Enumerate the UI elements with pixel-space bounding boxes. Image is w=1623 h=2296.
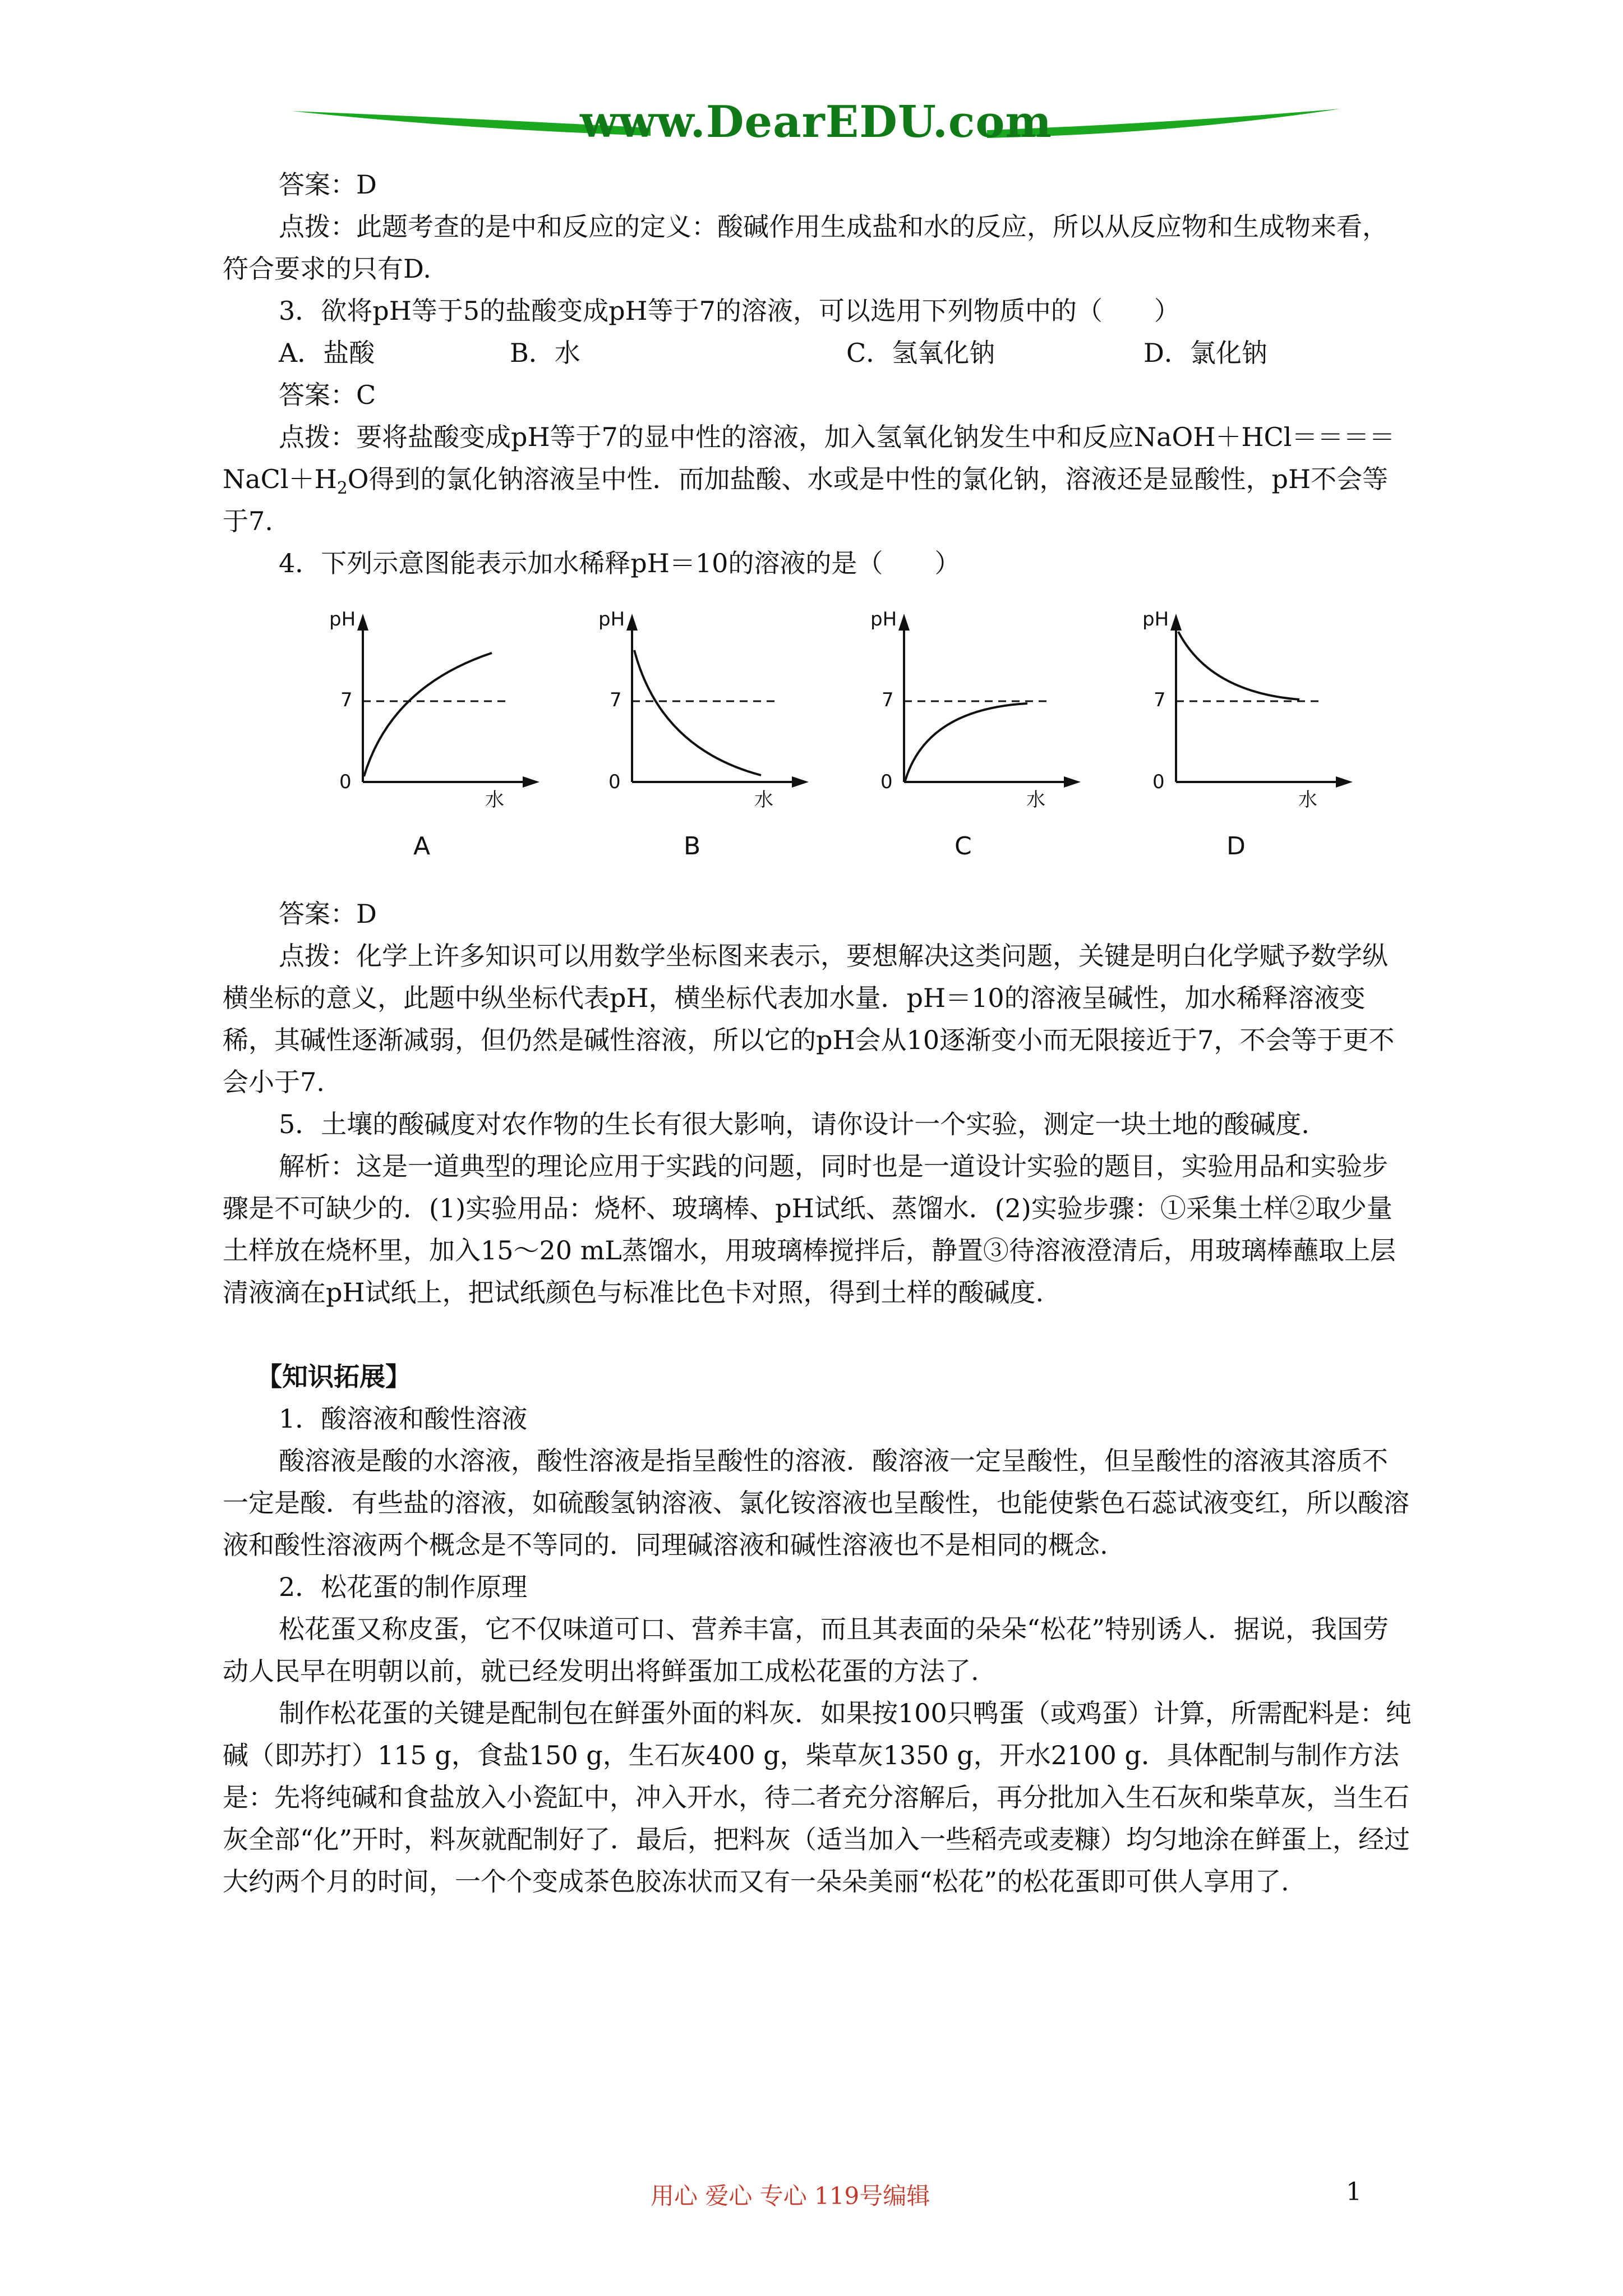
diagram-a-origin: 0 <box>339 771 352 793</box>
ph-diagrams <box>223 597 1412 889</box>
answer-2: 答案：D <box>279 169 377 200</box>
diagram-d-plot <box>1120 597 1355 832</box>
diagram-b-origin: 0 <box>608 771 621 793</box>
diagram-d <box>1120 597 1355 889</box>
diagram-b-label: B <box>684 832 701 861</box>
option-a: A．盐酸 <box>279 338 375 368</box>
diagram-b-y-label: pH <box>598 608 625 631</box>
question-3: 3．欲将pH等于5的盐酸变成pH等于7的溶液，可以选用下列物质中的（ ） <box>279 296 1180 326</box>
diagram-b-x-label: 水 <box>754 789 773 811</box>
footer-text: 用心 爱心 专心 119号编辑 <box>651 2182 930 2210</box>
diagram-c-origin: 0 <box>880 771 893 793</box>
diagram-a-label: A <box>413 832 431 861</box>
answer-4: 答案：D <box>279 899 377 929</box>
topic-2-heading: 2．松花蛋的制作原理 <box>279 1572 528 1602</box>
answer-3: 答案：C <box>279 380 376 410</box>
diagram-c <box>848 597 1083 889</box>
diagram-d-x-label: 水 <box>1298 789 1317 811</box>
document-body <box>223 164 1412 1903</box>
question-5: 5．土壤的酸碱度对农作物的生长有很大影响，请你设计一个实验，测定一块土地的酸碱度. <box>279 1109 1310 1139</box>
diagram-a-y-label: pH <box>329 608 356 631</box>
explanation-3 <box>223 416 1412 542</box>
page-footer <box>0 2178 1623 2211</box>
subscript-2: 2 <box>336 478 348 499</box>
question-4: 4．下列示意图能表示加水稀释pH＝10的溶液的是（ ） <box>279 548 961 578</box>
diagram-c-plot <box>848 597 1083 832</box>
diagram-a-ref: 7 <box>340 689 353 711</box>
diagram-a-x-label: 水 <box>485 789 504 811</box>
diagram-c-label: C <box>955 832 972 861</box>
diagram-b <box>576 597 811 889</box>
diagram-d-ref: 7 <box>1154 689 1166 711</box>
page-number: 1 <box>1346 2178 1362 2206</box>
topic-2-paragraph-2: 制作松花蛋的关键是配制包在鲜蛋外面的料灰．如果按100只鸭蛋（或鸡蛋）计算，所需配料是：纯碱（即苏打）115 g，食盐150 g，生石灰400 g，柴草灰1350 g，开水2100 g．具体配制与制作方法是：先将纯碱和食盐放入小瓷缸中，冲入开水，待二者充分溶解后，再分批加入生石灰和柴草灰，当生石灰全部“化”开时，料灰就配制好了．最后，把料灰（适当加入一些稻壳或麦糠）均匀地涂在鲜蛋上，经过大约两个月的时间，一个个变成茶色胶冻状而又有一朵朵美丽“松花”的松花蛋即可供人享用了. <box>223 1698 1412 1897</box>
diagram-d-origin: 0 <box>1152 771 1165 793</box>
diagram-a-plot <box>307 597 542 832</box>
option-d: D．氯化钠 <box>1144 338 1267 368</box>
explanation-3-part-b: O得到的氯化钠溶液呈中性．而加盐酸、水或是中性的氯化钠，溶液还是显酸性，pH不会等于7. <box>223 464 1389 536</box>
topic-1-paragraph: 酸溶液是酸的水溶液，酸性溶液是指呈酸性的溶液．酸溶液一定呈酸性，但呈酸性的溶液其溶质不一定是酸．有些盐的溶液，如硫酸氢钠溶液、氯化铵溶液也呈酸性，也能使紫色石蕊试液变红，所以酸溶液和酸性溶液两个概念是不等同的．同理碱溶液和碱性溶液也不是相同的概念. <box>223 1446 1409 1560</box>
diagram-a <box>307 597 542 889</box>
section-title-knowledge-extension: 【知识拓展】 <box>256 1361 411 1392</box>
diagram-b-plot <box>576 597 811 832</box>
diagram-b-ref: 7 <box>610 689 622 711</box>
diagram-d-y-label: pH <box>1142 608 1169 631</box>
analysis-5: 解析：这是一道典型的理论应用于实践的问题，同时也是一道设计实验的题目，实验用品和实验步骤是不可缺少的．(1)实验用品：烧杯、玻璃棒、pH试纸、蒸馏水．(2)实验步骤：①采集土样②取少量土样放在烧杯里，加入15～20 mL蒸馏水，用玻璃棒搅拌后，静置③待溶液澄清后，用玻璃棒蘸取上层清液滴在pH试纸上，把试纸颜色与标准比色卡对照，得到土样的酸碱度. <box>223 1151 1396 1308</box>
option-b: B．水 <box>510 338 580 368</box>
explanation-2: 点拨：此题考查的是中和反应的定义：酸碱作用生成盐和水的反应，所以从反应物和生成物来看，符合要求的只有D. <box>223 211 1388 284</box>
diagram-c-ref: 7 <box>882 689 894 711</box>
option-c: C．氢氧化钠 <box>846 338 995 368</box>
question-3-options <box>223 332 1412 374</box>
topic-1-heading: 1．酸溶液和酸性溶液 <box>279 1404 528 1434</box>
explanation-3-part-a: 点拨：要将盐酸变成pH等于7的显中性的溶液，加入氢氧化钠发生中和反应NaOH＋HCl＝＝＝＝NaCl＋H <box>223 422 1395 494</box>
site-logo-text[interactable]: www.DearEDU.com <box>580 96 1052 148</box>
site-header <box>292 84 1340 151</box>
topic-2-paragraph-1: 松花蛋又称皮蛋，它不仅味道可口、营养丰富，而且其表面的朵朵“松花”特别诱人．据说，我国劳动人民早在明朝以前，就已经发明出将鲜蛋加工成松花蛋的方法了. <box>223 1614 1389 1686</box>
diagram-c-y-label: pH <box>870 608 897 631</box>
diagram-d-label: D <box>1227 832 1246 861</box>
diagram-c-x-label: 水 <box>1026 789 1045 811</box>
explanation-4: 点拨：化学上许多知识可以用数学坐标图来表示，要想解决这类问题，关键是明白化学赋予数学纵横坐标的意义，此题中纵坐标代表pH，横坐标代表加水量．pH＝10的溶液呈碱性，加水稀释溶液变稀，其碱性逐渐减弱，但仍然是碱性溶液，所以它的pH会从10逐渐变小而无限接近于7，不会等于更不会小于7. <box>223 941 1395 1097</box>
